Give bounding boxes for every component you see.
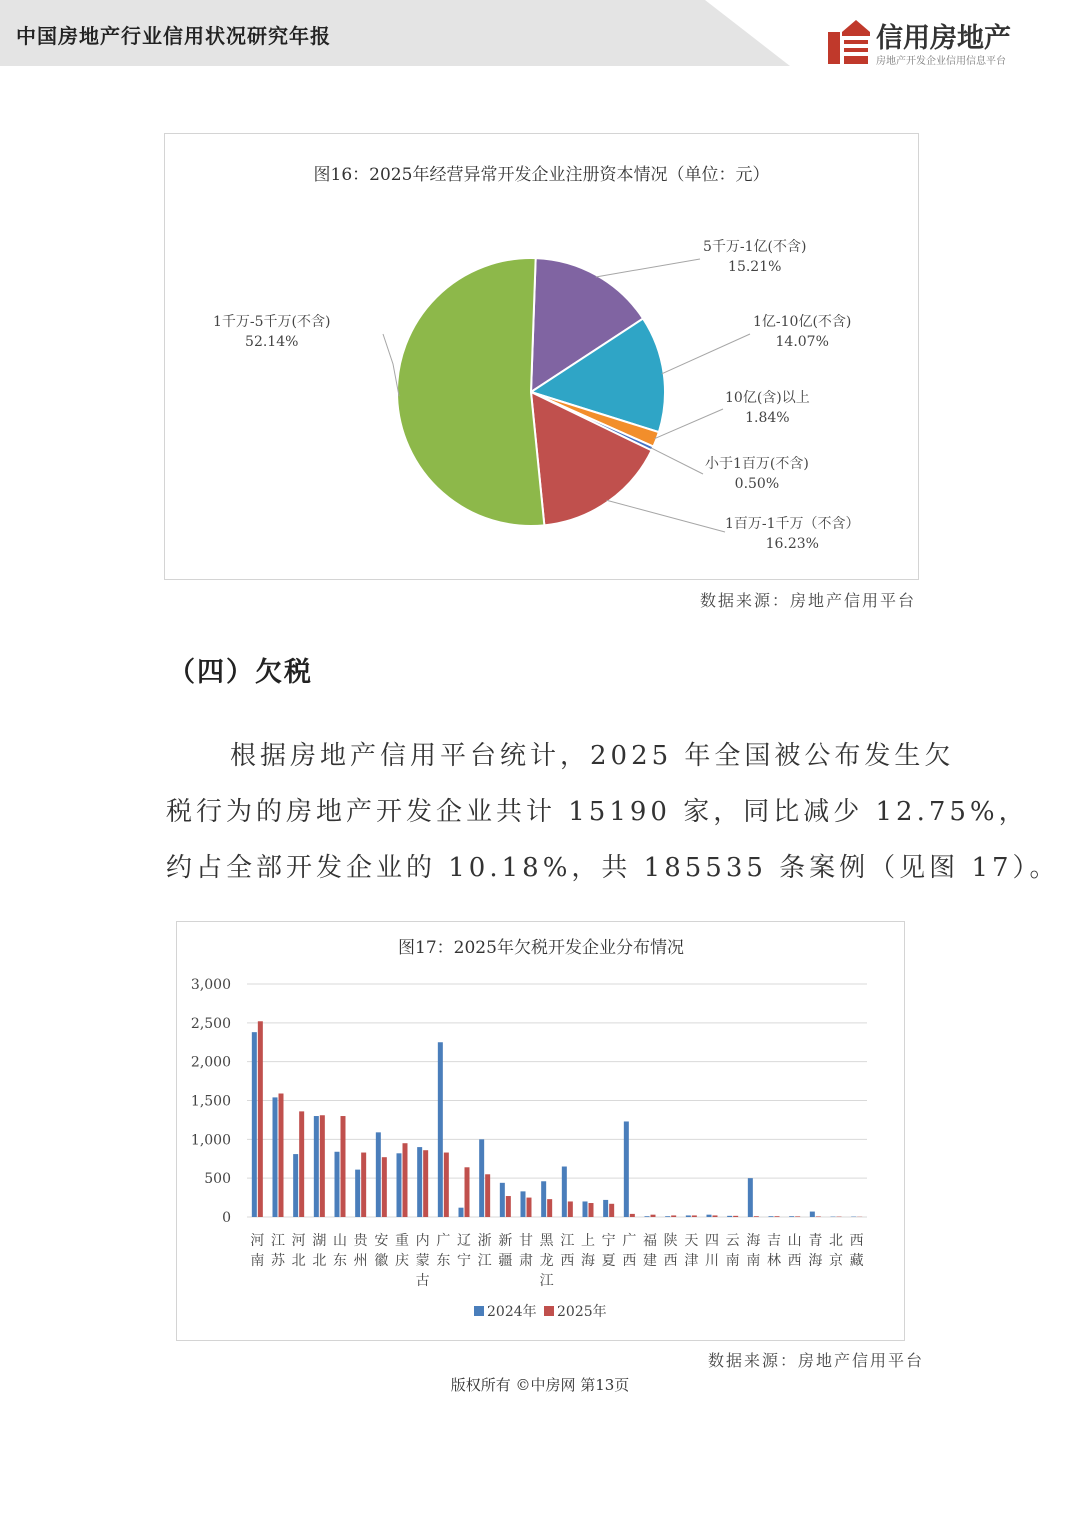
x-tick-label: 天 — [684, 1233, 699, 1249]
bar-2025 — [754, 1216, 759, 1217]
x-tick-label: 州 — [353, 1253, 368, 1269]
bar-2025 — [568, 1201, 573, 1217]
bar-chart-svg — [177, 922, 904, 1340]
bar-2024 — [645, 1216, 650, 1217]
x-tick-label: 云 — [725, 1233, 740, 1249]
y-tick-label: 3,000 — [190, 977, 231, 993]
bar-chart-figure17 — [176, 921, 905, 1341]
legend-label: 2025年 — [557, 1304, 607, 1320]
x-tick-label: 江 — [477, 1253, 492, 1269]
x-tick-label: 龙 — [539, 1253, 554, 1269]
x-tick-label: 古 — [415, 1273, 430, 1289]
bar-2024 — [397, 1153, 402, 1217]
logo-name: 信用房地产 — [876, 23, 1011, 54]
section-heading: （四）欠税 — [168, 657, 313, 688]
x-tick-label: 河 — [291, 1233, 306, 1249]
bar-2024 — [624, 1121, 629, 1217]
pie-label-50m-100m — [703, 237, 806, 277]
bar-2025 — [382, 1157, 387, 1217]
x-tick-label: 山 — [333, 1233, 347, 1249]
figure16-source: 数据来源：房地产信用平台 — [700, 591, 917, 610]
x-tick-label: 浙 — [477, 1233, 492, 1249]
x-tick-label: 苏 — [271, 1253, 285, 1269]
x-tick-label: 西 — [663, 1253, 678, 1269]
pie-slice-10m-50m — [397, 258, 544, 526]
bar-2025 — [795, 1216, 800, 1217]
bar-2025 — [733, 1216, 738, 1217]
bar-2024 — [293, 1154, 298, 1217]
x-tick-label: 山 — [787, 1233, 802, 1249]
bar-2025 — [506, 1196, 511, 1217]
x-tick-label: 甘 — [519, 1233, 533, 1249]
bar-2025 — [361, 1153, 366, 1217]
pie-label-under-1m-pct: 0.50% — [734, 476, 780, 492]
y-tick-label: 1,000 — [190, 1132, 231, 1149]
x-tick-label: 海 — [746, 1233, 761, 1249]
x-tick-label: 夏 — [601, 1253, 616, 1269]
pie-label-50m-100m-pct: 15.21% — [728, 259, 782, 275]
pie-leader-line — [596, 259, 700, 277]
pie-label-10m-50m-name: 1千万-5千万(不含) — [213, 314, 331, 330]
bar-2024 — [500, 1183, 505, 1217]
pie-label-over-1b — [725, 388, 810, 428]
paragraph-line-1: 根据房地产信用平台统计，2025 年全国被公布发生欠 — [230, 741, 955, 771]
x-tick-label: 河 — [250, 1233, 265, 1249]
bar-2024 — [769, 1216, 774, 1217]
x-tick-label: 南 — [250, 1253, 265, 1269]
x-tick-label: 林 — [767, 1253, 781, 1269]
pie-label-over-1b-name: 10亿(含)以上 — [725, 390, 810, 406]
paragraph-line-3: 约占全部开发企业的 10.18%，共 185535 条案例（见图 17）。 — [166, 853, 1060, 883]
x-tick-label: 建 — [643, 1253, 657, 1269]
bar-2024 — [603, 1200, 608, 1217]
bar-2025 — [547, 1199, 552, 1217]
x-tick-label: 徽 — [374, 1253, 389, 1269]
x-tick-label: 蒙 — [415, 1253, 430, 1269]
bar-2025 — [609, 1204, 614, 1217]
bar-2024 — [479, 1139, 484, 1217]
pie-label-100m-1b-name: 1亿-10亿(不含) — [753, 314, 852, 330]
bar-2025 — [485, 1174, 490, 1217]
bar-2024 — [810, 1212, 815, 1217]
bar-2025 — [258, 1021, 263, 1217]
x-tick-label: 东 — [436, 1253, 451, 1269]
y-tick-label: 1,500 — [190, 1093, 231, 1110]
pie-chart-title: 图16：2025年经营异常开发企业注册资本情况（单位：元） — [313, 165, 770, 185]
bar-2025 — [299, 1111, 304, 1217]
x-tick-label: 广 — [622, 1233, 637, 1249]
x-tick-label: 上 — [581, 1233, 595, 1249]
x-tick-label: 北 — [291, 1253, 306, 1269]
paragraph-line-2: 税行为的房地产开发企业共计 15190 家，同比减少 12.75%， — [166, 797, 1029, 827]
pie-label-50m-100m-name: 5千万-1亿(不含) — [703, 239, 807, 255]
bar-2024 — [686, 1215, 691, 1217]
pie-leader-line — [654, 409, 723, 439]
pie-label-under-1m — [705, 454, 809, 494]
x-tick-label: 北 — [312, 1253, 327, 1269]
bar-2024 — [727, 1216, 732, 1217]
bar-chart-title: 图17：2025年欠税开发企业分布情况 — [398, 938, 684, 958]
bar-2025 — [465, 1167, 470, 1217]
y-tick-label: 0 — [222, 1210, 231, 1226]
x-tick-label: 江 — [271, 1233, 285, 1249]
x-tick-label: 庆 — [395, 1253, 409, 1269]
x-tick-label: 西 — [787, 1253, 802, 1269]
x-tick-label: 新 — [498, 1233, 513, 1249]
bar-2024 — [417, 1147, 422, 1217]
pie-label-100m-1b — [753, 312, 851, 352]
x-tick-label: 青 — [808, 1233, 823, 1249]
bar-2025 — [320, 1115, 325, 1217]
x-tick-label: 肃 — [519, 1253, 533, 1269]
page-footer: 版权所有 ©中房网 第13页 — [450, 1376, 630, 1394]
pie-leader-line — [607, 500, 725, 532]
pie-leader-line — [662, 334, 750, 374]
bar-2025 — [444, 1153, 449, 1217]
bar-2025 — [279, 1094, 284, 1217]
bar-2025 — [423, 1150, 428, 1217]
bar-2025 — [775, 1216, 780, 1217]
x-tick-label: 津 — [684, 1253, 699, 1269]
legend-swatch-2025 — [544, 1306, 554, 1316]
bar-2025 — [403, 1143, 408, 1217]
bar-2024 — [376, 1132, 381, 1217]
bar-2024 — [789, 1216, 794, 1217]
x-tick-label: 福 — [643, 1233, 657, 1249]
x-tick-label: 江 — [539, 1273, 554, 1289]
x-tick-label: 安 — [374, 1233, 389, 1249]
legend-swatch-2024 — [474, 1306, 484, 1316]
x-tick-label: 北 — [829, 1233, 843, 1249]
x-tick-label: 贵 — [353, 1233, 368, 1249]
pie-label-10m-50m-pct: 52.14% — [245, 334, 299, 350]
x-tick-label: 海 — [808, 1253, 823, 1269]
bar-2025 — [341, 1116, 346, 1217]
pie-leader-line — [651, 448, 703, 474]
x-tick-label: 宁 — [601, 1233, 616, 1249]
x-tick-label: 重 — [395, 1233, 409, 1249]
pie-label-over-1b-pct: 1.84% — [745, 410, 790, 426]
bar-2025 — [671, 1215, 676, 1217]
x-tick-label: 西 — [622, 1253, 637, 1269]
x-tick-label: 四 — [705, 1233, 719, 1249]
x-tick-label: 南 — [725, 1253, 740, 1269]
x-tick-label: 陕 — [663, 1233, 678, 1249]
x-tick-label: 江 — [560, 1233, 575, 1249]
bar-2025 — [713, 1215, 718, 1217]
pie-label-1m-10m-pct: 16.23% — [765, 536, 819, 552]
bar-2025 — [651, 1215, 656, 1217]
pie-label-1m-10m-name: 1百万-1千万（不含） — [725, 516, 860, 532]
bar-2025 — [816, 1216, 821, 1217]
x-tick-label: 广 — [436, 1233, 451, 1249]
legend-label: 2024年 — [487, 1304, 537, 1320]
figure17-source: 数据来源：房地产信用平台 — [708, 1351, 925, 1370]
x-tick-label: 京 — [829, 1253, 843, 1269]
logo-subtitle: 房地产开发企业信用信息平台 — [876, 56, 1006, 67]
pie-label-100m-1b-pct: 14.07% — [775, 334, 829, 350]
building-logo-icon — [826, 18, 870, 64]
x-tick-label: 西 — [560, 1253, 575, 1269]
pie-chart-figure16 — [164, 133, 919, 580]
x-tick-label: 黑 — [539, 1233, 554, 1249]
x-tick-label: 疆 — [498, 1253, 513, 1269]
bar-2025 — [692, 1215, 697, 1217]
pie-label-under-1m-name: 小于1百万(不含) — [705, 456, 809, 472]
report-title: 中国房地产行业信用状况研究年报 — [16, 24, 331, 48]
x-tick-label: 内 — [415, 1233, 430, 1249]
bar-2024 — [541, 1181, 546, 1217]
bar-2024 — [438, 1042, 443, 1217]
x-tick-label: 湖 — [312, 1233, 327, 1249]
x-tick-label: 南 — [746, 1253, 761, 1269]
bar-2024 — [748, 1178, 753, 1217]
bar-2024 — [665, 1216, 670, 1217]
x-tick-label: 川 — [705, 1253, 719, 1269]
x-tick-label: 东 — [333, 1253, 347, 1269]
x-tick-label: 藏 — [849, 1253, 864, 1269]
y-tick-label: 500 — [204, 1171, 231, 1188]
bar-2024 — [707, 1215, 712, 1217]
bar-2024 — [583, 1201, 588, 1217]
y-tick-label: 2,000 — [190, 1054, 231, 1071]
brand-logo — [826, 16, 1046, 66]
bar-2024 — [314, 1116, 319, 1217]
x-tick-label: 吉 — [767, 1233, 781, 1249]
bar-2024 — [459, 1208, 464, 1217]
bar-2024 — [273, 1097, 278, 1217]
x-tick-label: 海 — [581, 1253, 595, 1269]
x-tick-label: 宁 — [457, 1253, 471, 1269]
bar-2025 — [630, 1214, 635, 1217]
bar-2024 — [562, 1167, 567, 1217]
bar-2024 — [252, 1032, 257, 1217]
pie-chart-svg — [165, 134, 918, 579]
x-tick-label: 西 — [849, 1233, 864, 1249]
bar-2024 — [335, 1152, 340, 1217]
bar-2024 — [521, 1191, 526, 1217]
bar-2025 — [527, 1198, 532, 1217]
pie-label-1m-10m — [725, 514, 860, 554]
bar-2025 — [589, 1203, 594, 1217]
bar-2024 — [355, 1170, 360, 1217]
x-tick-label: 辽 — [457, 1233, 471, 1249]
y-tick-label: 2,500 — [190, 1015, 231, 1032]
pie-label-10m-50m — [213, 312, 330, 352]
